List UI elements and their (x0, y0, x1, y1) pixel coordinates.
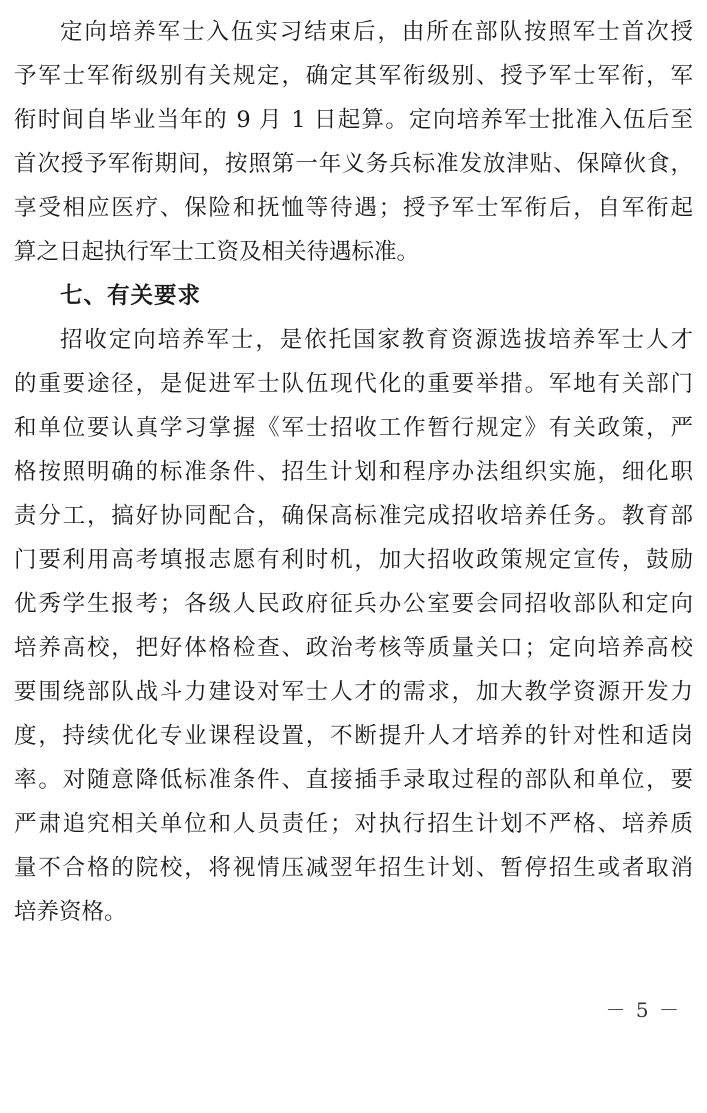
paragraph-line: 衔时间自毕业当年的 9 月 1 日起算。定向培养军士批准入伍后至 (14, 107, 693, 133)
paragraph-line: 格按照明确的标准条件、招生计划和程序办法组织实施，细化职 (14, 459, 693, 485)
paragraph-line: 优秀学生报考；各级人民政府征兵办公室要会同招收部队和定向 (14, 591, 693, 617)
paragraph-line: 门要利用高考填报志愿有利时机，加大招收政策规定宣传，鼓励 (14, 547, 693, 573)
paragraph-line: 定向培养军士入伍实习结束后，由所在部队按照军士首次授 (60, 19, 693, 45)
paragraph-line: 予军士军衔级别有关规定，确定其军衔级别、授予军士军衔，军 (14, 63, 693, 89)
paragraph-line: 量不合格的院校，将视情压减翌年招生计划、暂停招生或者取消 (14, 855, 693, 881)
paragraph-line: 严肃追究相关单位和人员责任；对执行招生计划不严格、培养质 (14, 811, 693, 837)
paragraph-line: 享受相应医疗、保险和抚恤等待遇；授予军士军衔后，自军衔起 (14, 195, 693, 221)
paragraph-line: 度，持续优化专业课程设置，不断提升人才培养的针对性和适岗 (14, 723, 693, 749)
paragraph-line: 培养资格。 (14, 899, 127, 925)
paragraph-line: 责分工，搞好协同配合，确保高标准完成招收培养任务。教育部 (14, 503, 693, 529)
paragraph-line: 培养高校，把好体格检查、政治考核等质量关口；定向培养高校 (14, 635, 693, 661)
paragraph-line: 和单位要认真学习掌握《军士招收工作暂行规定》有关政策，严 (14, 415, 693, 441)
paragraph-line: 率。对随意降低标准条件、直接插手录取过程的部队和单位，要 (14, 767, 693, 793)
paragraph-line: 首次授予军衔期间，按照第一年义务兵标准发放津贴、保障伙食， (14, 151, 693, 177)
section-heading: 七、有关要求 (60, 283, 202, 309)
paragraph-line: 要围绕部队战斗力建设对军士人才的需求，加大教学资源开发力 (14, 679, 693, 705)
page-number: － 5 － (605, 998, 681, 1022)
paragraph-line: 的重要途径，是促进军士队伍现代化的重要举措。军地有关部门 (14, 371, 693, 397)
paragraph-line: 招收定向培养军士，是依托国家教育资源选拔培养军士人才 (60, 327, 693, 353)
paragraph-line: 算之日起执行军士工资及相关待遇标准。 (14, 239, 420, 265)
